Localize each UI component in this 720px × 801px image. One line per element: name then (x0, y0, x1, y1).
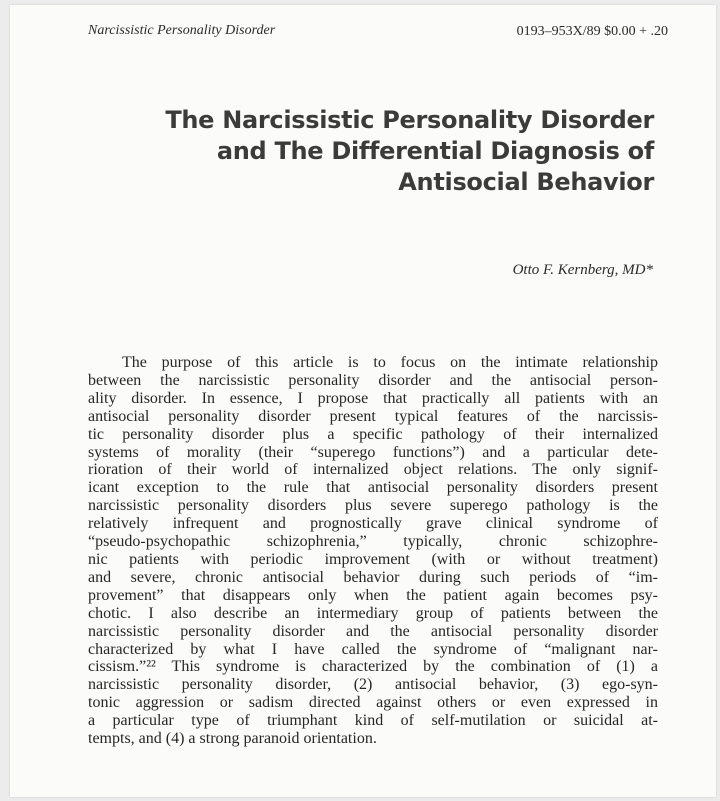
title-line: The Narcissistic Personality Disorder (165, 106, 654, 134)
abstract-line: provement” that disappears only when the patient again becomes psy- (88, 586, 658, 604)
abstract-line: rioration of their world of internalized object relations. The only signif- (88, 461, 658, 479)
abstract-line: The purpose of this article is to focus on the intimate relationship (122, 354, 658, 371)
abstract-line: narcissistic personality disorders plus severe superego pathology is the (88, 497, 658, 515)
abstract-line: relatively infrequent and prognostically grave clinical syndrome of (88, 515, 658, 533)
abstract-line: tempts, and (4) a strong paranoid orientation. (88, 730, 377, 748)
abstract-line: icant exception to the rule that antisocial personality disorders present (88, 479, 658, 497)
abstract-line: a particular type of triumphant kind of self-mutilation or suicidal at- (88, 712, 658, 730)
abstract-line: narcissistic personality disorder, (2) antisocial behavior, (3) ego-syn- (88, 676, 658, 694)
article-code: 0193–953X/89 $0.00 + .20 (516, 24, 668, 39)
abstract-line: between the narcissistic personality disorder and the antisocial person- (88, 371, 658, 389)
abstract-line: chotic. I also describe an intermediary group of patients between the (88, 604, 658, 622)
abstract-line: “pseudo-psychopathic schizophrenia,” typically, chronic schizophre- (88, 533, 658, 551)
article-title (94, 105, 654, 198)
abstract-line: tic personality disorder plus a specific pathology of their internalized (88, 425, 658, 443)
title-line: Antisocial Behavior (398, 168, 654, 196)
abstract-line: systems of morality (their “superego functions”) and a particular dete- (88, 443, 658, 461)
abstract-line: and severe, chronic antisocial behavior during such periods of “im- (88, 568, 658, 586)
document-page (10, 5, 716, 797)
abstract-line: characterized by what I have called the syndrome of “malignant nar- (88, 640, 658, 658)
author-byline: Otto F. Kernberg, MD* (512, 262, 653, 278)
abstract-line: cissism.”²² This syndrome is characterized by the combination of (1) a (88, 658, 658, 676)
abstract-line: narcissistic personality disorder and the antisocial personality disorder (88, 622, 658, 640)
abstract-paragraph (88, 354, 658, 748)
abstract-line: tonic aggression or sadism directed against others or even expressed in (88, 694, 658, 712)
title-line: and The Differential Diagnosis of (216, 137, 654, 165)
abstract-line: nic patients with periodic improvement (with or without treatment) (88, 550, 658, 568)
running-head: Narcissistic Personality Disorder (88, 23, 276, 38)
abstract-line: antisocial personality disorder present typical features of the narcissis- (88, 407, 658, 425)
abstract-line: ality disorder. In essence, I propose that practically all patients with an (88, 389, 658, 407)
